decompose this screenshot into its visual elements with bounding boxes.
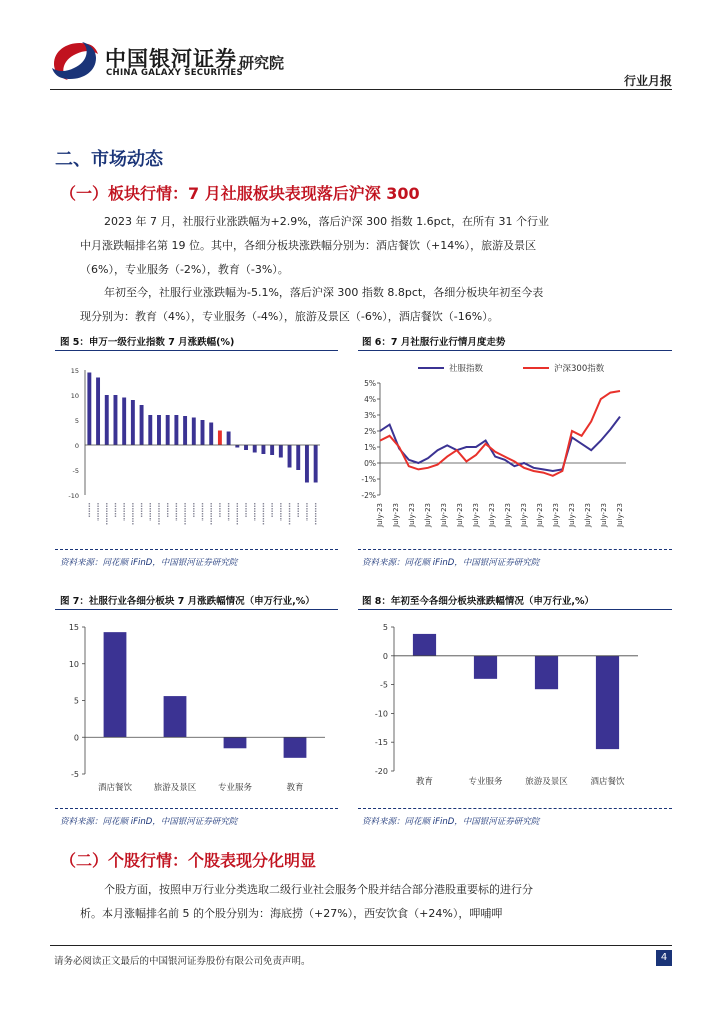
fig8-source: 资料来源：同花顺 iFinD，中国银河证券研究院 <box>362 817 540 827</box>
logo-english-name: CHINA GALAXY SECURITIES <box>106 68 243 78</box>
bar <box>174 415 178 445</box>
bar <box>535 656 558 689</box>
x-tick-label: July-23 <box>600 503 608 527</box>
bar <box>87 373 91 446</box>
galaxy-logo-icon <box>48 38 102 84</box>
bar <box>253 445 257 453</box>
y-tick-label: 15 <box>68 623 79 632</box>
bar <box>288 445 292 468</box>
bar <box>114 395 118 445</box>
fig7-bottom-rule <box>55 808 338 809</box>
bar <box>244 445 248 450</box>
paragraph-ytd-performance: 年初至今，社服行业涨跌幅为-5.1%，落后沪深 300 指数 8.8pct，各细分板块年初至今表现分别为：教育（4%），专业服务（-4%），旅游及景区（-6%），酒店餐饮（-16%）。 <box>80 286 544 323</box>
bar <box>192 418 196 446</box>
fig8-title: 图 8：年初至今各细分板块涨跌幅情况（申万行业,%） <box>362 596 595 607</box>
bar <box>270 445 274 455</box>
fig7-source: 资料来源：同花顺 iFinD，中国银河证券研究院 <box>60 817 238 827</box>
y-tick-label: 0% <box>364 459 376 468</box>
fig8-bottom-rule <box>358 808 672 809</box>
category-label: 专业服务 <box>468 777 503 787</box>
subsection-title-stocks: （二）个股行情：个股表现分化明显 <box>60 851 317 870</box>
fig5-source: 资料来源：同花顺 iFinD，中国银河证券研究院 <box>60 558 238 568</box>
fig6-title: 图 6：7 月社服行业行情月度走势 <box>362 337 506 348</box>
y-tick-label: 0 <box>382 651 388 661</box>
footer-disclaimer: 请务必阅读正文最后的中国银河证券股份有限公司免责声明。 <box>54 956 311 967</box>
category-label: 教育 <box>286 783 304 793</box>
category-label: 旅游及景区 <box>525 777 568 787</box>
header-divider <box>50 89 672 90</box>
subsection-title-sector: （一）板块行情：7 月社服板块表现落后沪深 300 <box>60 184 420 203</box>
x-tick-label: July-23 <box>536 503 544 527</box>
x-tick-label: July-23 <box>488 503 496 527</box>
bar <box>596 656 619 749</box>
fig6-top-rule <box>358 350 672 351</box>
y-tick-label: 5 <box>73 696 79 706</box>
y-tick-label: 0 <box>74 442 79 450</box>
y-tick-label: -1% <box>361 475 376 484</box>
fig5-title: 图 5：申万一级行业指数 7 月涨跌幅(%) <box>60 337 235 348</box>
legend-label: 沪深300指数 <box>554 364 605 374</box>
y-tick-label: 5 <box>382 623 388 632</box>
bar <box>96 378 100 446</box>
y-tick-label: 3% <box>364 411 376 420</box>
fig5-bottom-rule <box>55 549 338 550</box>
legend-label: 社服指数 <box>449 364 484 374</box>
y-tick-label: 5 <box>74 417 79 425</box>
x-tick-label: July-23 <box>520 503 528 527</box>
y-tick-label: 0 <box>73 733 79 743</box>
y-tick-label: 15 <box>70 367 79 375</box>
y-tick-label: 5% <box>364 379 376 388</box>
bar <box>279 445 283 458</box>
fig6-bottom-rule <box>358 549 672 550</box>
category-label: 专业服务 <box>217 783 253 793</box>
bar <box>413 634 436 656</box>
fig8-chart <box>358 612 672 804</box>
y-tick-label: -2% <box>361 491 376 500</box>
y-tick-label: 10 <box>70 392 79 400</box>
y-tick-label: -20 <box>374 767 388 776</box>
y-tick-label: -10 <box>68 492 79 500</box>
x-tick-label: July-23 <box>392 503 400 527</box>
bar <box>218 431 222 446</box>
bar <box>296 445 300 470</box>
x-tick-label: July-23 <box>408 503 416 527</box>
fig5-chart <box>55 355 338 545</box>
footer-divider <box>50 945 672 946</box>
bar <box>305 445 309 483</box>
y-tick-label: -5 <box>71 770 79 779</box>
category-label: 酒店餐饮 <box>590 777 625 787</box>
x-tick-label: July-23 <box>376 503 384 527</box>
y-tick-label: 1% <box>364 443 376 452</box>
fig7-chart <box>55 612 338 804</box>
institute-label: 研究院 <box>239 54 285 72</box>
y-tick-label: -10 <box>374 709 388 719</box>
x-tick-label: July-23 <box>456 503 464 527</box>
fig6-chart <box>358 355 672 545</box>
bar <box>131 400 135 445</box>
bar <box>227 432 231 446</box>
fig8-top-rule <box>358 609 672 610</box>
section-title: 二、市场动态 <box>55 149 163 170</box>
bar <box>224 737 247 748</box>
category-label: 教育 <box>415 777 434 787</box>
bar <box>105 395 109 445</box>
bar <box>209 423 213 446</box>
y-tick-label: 4% <box>364 395 376 404</box>
x-tick-label: July-23 <box>616 503 624 527</box>
y-tick-label: -15 <box>374 738 388 748</box>
page-number: 4 <box>656 950 672 966</box>
bar <box>261 445 265 454</box>
bar <box>201 420 205 445</box>
bar <box>140 405 144 445</box>
bar <box>183 416 187 445</box>
paragraph-stock-performance: 个股方面，按照申万行业分类选取二级行业社会服务个股并结合部分港股重要标的进行分析。本月涨幅排名前 5 的个股分别为：海底捞（+27%），西安饮食（+24%），呷哺呷 <box>80 883 533 920</box>
paragraph-july-performance: 2023 年 7 月，社服行业涨跌幅为+2.9%，落后沪深 300 指数 1.6pct，在所有 31 个行业中月涨跌幅排名第 19 位。其中，各细分板块涨跌幅分别为：酒店餐饮（+14%），旅游及景区（6%），专业服务（-2%），教育（-3%）。 <box>80 215 549 276</box>
x-tick-label: July-23 <box>552 503 560 527</box>
report-type-label: 行业月报 <box>623 74 672 88</box>
x-tick-label: July-23 <box>504 503 512 527</box>
x-tick-label: July-23 <box>568 503 576 527</box>
x-tick-label: July-23 <box>472 503 480 527</box>
bar <box>104 632 127 737</box>
y-tick-label: -5 <box>380 680 388 690</box>
x-tick-label: July-23 <box>440 503 448 527</box>
bar <box>284 737 307 758</box>
bar <box>122 398 126 446</box>
bar <box>314 445 318 483</box>
fig7-top-rule <box>55 609 338 610</box>
fig7-title: 图 7：社服行业各细分板块 7 月涨跌幅情况（申万行业,%） <box>60 596 315 607</box>
bar <box>148 415 152 445</box>
fig6-source: 资料来源：同花顺 iFinD，中国银河证券研究院 <box>362 558 540 568</box>
y-tick-label: 2% <box>364 427 376 436</box>
bar <box>164 696 187 737</box>
y-tick-label: 10 <box>68 659 79 669</box>
x-tick-label: July-23 <box>584 503 592 527</box>
logo-chinese-name: 中国银河证券 <box>105 47 237 71</box>
fig5-top-rule <box>55 350 338 351</box>
y-tick-label: -5 <box>72 467 79 475</box>
bar <box>474 656 497 679</box>
x-tick-label: July-23 <box>424 503 432 527</box>
category-label: 旅游及景区 <box>153 783 197 793</box>
category-label: 酒店餐饮 <box>97 783 133 793</box>
bar <box>157 415 161 445</box>
bar <box>166 415 170 445</box>
